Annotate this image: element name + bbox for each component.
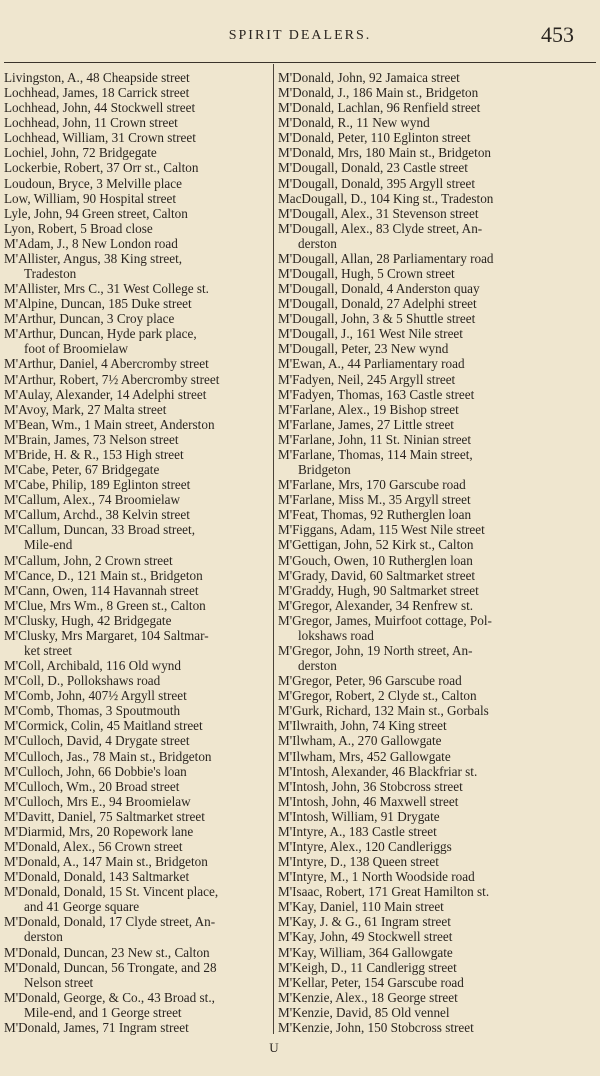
directory-entry-continuation: Tradeston <box>24 266 77 282</box>
directory-entry: M'Donald, Alex., 56 Crown street <box>4 838 183 854</box>
directory-entry: M'Farlane, Thomas, 114 Main street, <box>278 446 473 462</box>
right-column <box>278 70 548 1035</box>
directory-entry: M'Donald, Mrs, 180 Main st., Bridgeton <box>278 145 492 161</box>
directory-entry: M'Callum, Duncan, 33 Broad street, <box>4 522 195 538</box>
directory-entry-continuation: ket street <box>24 642 72 658</box>
directory-entry: M'Intyre, M., 1 North Woodside road <box>278 869 475 885</box>
directory-entry: M'Donald, Donald, 17 Clyde street, An- <box>4 914 216 930</box>
directory-entry: M'Allister, Mrs C., 31 West College st. <box>4 281 209 297</box>
directory-entry: M'Donald, James, 71 Ingram street <box>4 1019 189 1035</box>
directory-entry: M'Fadyen, Thomas, 163 Castle street <box>278 386 475 402</box>
directory-entry: Lochhead, William, 31 Crown street <box>4 130 196 146</box>
directory-entry: M'Culloch, Jas., 78 Main st., Bridgeton <box>4 748 212 764</box>
directory-entry: M'Dougall, Hugh, 5 Crown street <box>278 266 455 282</box>
directory-entry: M'Donald, George, & Co., 43 Broad st., <box>4 989 215 1005</box>
directory-entry: M'Gouch, Owen, 10 Rutherglen loan <box>278 552 473 568</box>
left-column <box>4 70 274 1035</box>
directory-entry: M'Kenzie, John, 150 Stobcross street <box>278 1019 474 1035</box>
directory-entry: M'Dougall, Donald, 4 Anderston quay <box>278 281 480 297</box>
directory-entry: M'Grady, David, 60 Saltmarket street <box>278 567 476 583</box>
directory-entry: M'Farlane, Alex., 19 Bishop street <box>278 401 459 417</box>
directory-entry: M'Callum, John, 2 Crown street <box>4 552 173 568</box>
directory-entry: M'Arthur, Robert, 7½ Abercromby street <box>4 371 220 387</box>
directory-entry: M'Arthur, Duncan, 3 Croy place <box>4 311 175 327</box>
directory-entry: M'Isaac, Robert, 171 Great Hamilton st. <box>278 884 490 900</box>
directory-entry: M'Alpine, Duncan, 185 Duke street <box>4 296 192 312</box>
directory-entry: Lochiel, John, 72 Bridgegate <box>4 145 157 161</box>
directory-entry: M'Donald, Donald, 15 St. Vincent place, <box>4 884 219 900</box>
directory-entry: M'Cann, Owen, 114 Havannah street <box>4 582 199 598</box>
directory-entry: M'Donald, A., 147 Main st., Bridgeton <box>4 854 208 870</box>
directory-entry-continuation: derston <box>24 929 63 945</box>
directory-entry: M'Avoy, Mark, 27 Malta street <box>4 401 167 417</box>
directory-entry: M'Donald, Donald, 143 Saltmarket <box>4 869 190 885</box>
directory-entry: M'Donald, Duncan, 56 Trongate, and 28 <box>4 959 217 975</box>
directory-entry: M'Kay, J. & G., 61 Ingram street <box>278 914 451 930</box>
directory-entry: M'Kay, William, 364 Gallowgate <box>278 944 453 960</box>
directory-entry: Livingston, A., 48 Cheapside street <box>4 70 190 85</box>
directory-entry: M'Farlane, John, 11 St. Ninian street <box>278 431 472 447</box>
directory-entry: M'Kellar, Peter, 154 Garscube road <box>278 974 464 990</box>
directory-entry: M'Davitt, Daniel, 75 Saltmarket street <box>4 808 205 824</box>
directory-entry: M'Gregor, Robert, 2 Clyde st., Calton <box>278 688 477 704</box>
directory-entry: M'Farlane, Miss M., 35 Argyll street <box>278 492 471 508</box>
running-head: SPIRIT DEALERS. <box>228 28 372 43</box>
directory-entry: M'Dougall, Allan, 28 Parliamentary road <box>278 250 494 266</box>
directory-entry-continuation: lokshaws road <box>298 627 374 643</box>
directory-entry: Lockerbie, Robert, 37 Orr st., Calton <box>4 160 199 176</box>
directory-entry: M'Adam, J., 8 New London road <box>4 235 178 251</box>
directory-entry: M'Dougall, Alex., 31 Stevenson street <box>278 205 479 221</box>
directory-entry: M'Cormick, Colin, 45 Maitland street <box>4 718 203 734</box>
directory-entry: M'Dougall, Donald, 23 Castle street <box>278 160 468 176</box>
directory-entry: M'Bean, Wm., 1 Main street, Anderston <box>4 416 215 432</box>
directory-entry: M'Farlane, Mrs, 170 Garscube road <box>278 477 466 493</box>
directory-entry: M'Culloch, Wm., 20 Broad street <box>4 778 180 794</box>
directory-entry: M'Culloch, David, 4 Drygate street <box>4 733 190 749</box>
header-rule <box>4 62 596 63</box>
directory-entry-continuation: Mile-end, and 1 George street <box>24 1004 182 1020</box>
directory-entry-continuation: derston <box>298 235 337 251</box>
directory-entry-continuation: foot of Broomielaw <box>24 341 129 357</box>
directory-entry: M'Dougall, Peter, 23 New wynd <box>278 341 449 357</box>
directory-entry: M'Arthur, Duncan, Hyde park place, <box>4 326 197 342</box>
page-number: 453 <box>541 22 574 47</box>
directory-entry: M'Callum, Archd., 38 Kelvin street <box>4 507 190 523</box>
directory-entry: M'Figgans, Adam, 115 West Nile street <box>278 522 485 538</box>
directory-entry: M'Donald, John, 92 Jamaica street <box>278 70 460 85</box>
directory-entry: M'Dougall, Donald, 27 Adelphi street <box>278 296 477 312</box>
directory-entry: M'Intyre, Alex., 120 Candleriggs <box>278 838 452 854</box>
directory-entry: M'Gregor, James, Muirfoot cottage, Pol- <box>278 612 492 628</box>
directory-entry: M'Dougall, Donald, 395 Argyll street <box>278 175 475 191</box>
directory-entry: M'Dougall, John, 3 & 5 Shuttle street <box>278 311 476 327</box>
directory-entry: M'Gurk, Richard, 132 Main st., Gorbals <box>278 703 489 719</box>
directory-entry: M'Intosh, John, 46 Maxwell street <box>278 793 459 809</box>
directory-entry: M'Intyre, A., 183 Castle street <box>278 823 437 839</box>
directory-entry: M'Gregor, John, 19 North street, An- <box>278 642 473 658</box>
directory-entry-continuation: derston <box>298 658 337 674</box>
directory-entry: M'Clusky, Hugh, 42 Bridgegate <box>4 612 172 628</box>
directory-entry: M'Intosh, William, 91 Drygate <box>278 808 440 824</box>
directory-entry: M'Cabe, Peter, 67 Bridgegate <box>4 462 160 478</box>
directory-entry-continuation: Nelson street <box>24 974 94 990</box>
directory-entry: Loudoun, Bryce, 3 Melville place <box>4 175 182 191</box>
directory-entry: M'Ilwraith, John, 74 King street <box>278 718 447 734</box>
directory-entry: M'Kay, John, 49 Stockwell street <box>278 929 453 945</box>
directory-entry: Low, William, 90 Hospital street <box>4 190 176 206</box>
directory-entry: MacDougall, D., 104 King st., Tradeston <box>278 190 494 206</box>
directory-entry: M'Cabe, Philip, 189 Eglinton street <box>4 477 191 493</box>
directory-entry: M'Allister, Angus, 38 King street, <box>4 250 183 266</box>
directory-entry: M'Gettigan, John, 52 Kirk st., Calton <box>278 537 474 553</box>
directory-entry: M'Kenzie, Alex., 18 George street <box>278 989 458 1005</box>
directory-entry: M'Donald, J., 186 Main st., Bridgeton <box>278 85 479 101</box>
directory-entry: M'Brain, James, 73 Nelson street <box>4 431 179 447</box>
directory-entry: M'Ewan, A., 44 Parliamentary road <box>278 356 465 372</box>
directory-entry: M'Kay, Daniel, 110 Main street <box>278 899 444 915</box>
directory-entry: M'Kenzie, David, 85 Old vennel <box>278 1004 450 1020</box>
directory-entry: M'Intyre, D., 138 Queen street <box>278 854 439 870</box>
directory-entry: Lochhead, James, 18 Carrick street <box>4 85 190 101</box>
directory-entry: M'Donald, Duncan, 23 New st., Calton <box>4 944 210 960</box>
directory-entry: M'Comb, Thomas, 3 Spoutmouth <box>4 703 181 719</box>
directory-entry: M'Fadyen, Neil, 245 Argyll street <box>278 371 456 387</box>
directory-entry: M'Donald, R., 11 New wynd <box>278 115 430 131</box>
directory-entry: M'Aulay, Alexander, 14 Adelphi street <box>4 386 207 402</box>
directory-entry: M'Ilwham, A., 270 Gallowgate <box>278 733 442 749</box>
directory-entry: M'Keigh, D., 11 Candlerigg street <box>278 959 457 975</box>
directory-entry: M'Farlane, James, 27 Little street <box>278 416 454 432</box>
directory-entry: M'Bride, H. & R., 153 High street <box>4 446 184 462</box>
directory-entry: M'Intosh, John, 36 Stobcross street <box>278 778 463 794</box>
directory-entry: M'Dougall, J., 161 West Nile street <box>278 326 463 342</box>
page-header <box>0 22 600 50</box>
directory-entry: M'Donald, Lachlan, 96 Renfield street <box>278 100 481 116</box>
directory-entry: Lochhead, John, 11 Crown street <box>4 115 178 131</box>
directory-entry: M'Gregor, Alexander, 34 Renfrew st. <box>278 597 474 613</box>
directory-entry: M'Cance, D., 121 Main st., Bridgeton <box>4 567 203 583</box>
directory-entry: M'Culloch, Mrs E., 94 Broomielaw <box>4 793 191 809</box>
directory-entry: M'Culloch, John, 66 Dobbie's loan <box>4 763 187 779</box>
directory-entry: M'Arthur, Daniel, 4 Abercromby street <box>4 356 209 372</box>
directory-entry: Lochhead, John, 44 Stockwell street <box>4 100 196 116</box>
directory-entry: Lyon, Robert, 5 Broad close <box>4 220 153 236</box>
directory-entry: M'Dougall, Alex., 83 Clyde street, An- <box>278 220 483 236</box>
directory-entry: M'Coll, Archibald, 116 Old wynd <box>4 658 181 674</box>
directory-entry: M'Donald, Peter, 110 Eglinton street <box>278 130 471 146</box>
signature-mark: U <box>269 1040 279 1055</box>
directory-entry: M'Ilwham, Mrs, 452 Gallowgate <box>278 748 451 764</box>
directory-entry: M'Clue, Mrs Wm., 8 Green st., Calton <box>4 597 206 613</box>
directory-entry: M'Clusky, Mrs Margaret, 104 Saltmar- <box>4 627 209 643</box>
directory-entry: M'Intosh, Alexander, 46 Blackfriar st. <box>278 763 478 779</box>
directory-entry: M'Comb, John, 407½ Argyll street <box>4 688 187 704</box>
directory-entry: M'Diarmid, Mrs, 20 Ropework lane <box>4 823 194 839</box>
directory-entry: M'Feat, Thomas, 92 Rutherglen loan <box>278 507 472 523</box>
directory-entry: Lyle, John, 94 Green street, Calton <box>4 205 188 221</box>
directory-entry-continuation: Mile-end <box>24 537 73 553</box>
directory-entry: M'Gregor, Peter, 96 Garscube road <box>278 673 462 689</box>
column-divider <box>273 64 274 1034</box>
directory-entry-continuation: Bridgeton <box>298 462 351 478</box>
directory-entry: M'Graddy, Hugh, 90 Saltmarket street <box>278 582 479 598</box>
directory-entry: M'Coll, D., Pollokshaws road <box>4 673 161 689</box>
directory-entry: M'Callum, Alex., 74 Broomielaw <box>4 492 180 508</box>
directory-entry-continuation: and 41 George square <box>24 899 140 915</box>
